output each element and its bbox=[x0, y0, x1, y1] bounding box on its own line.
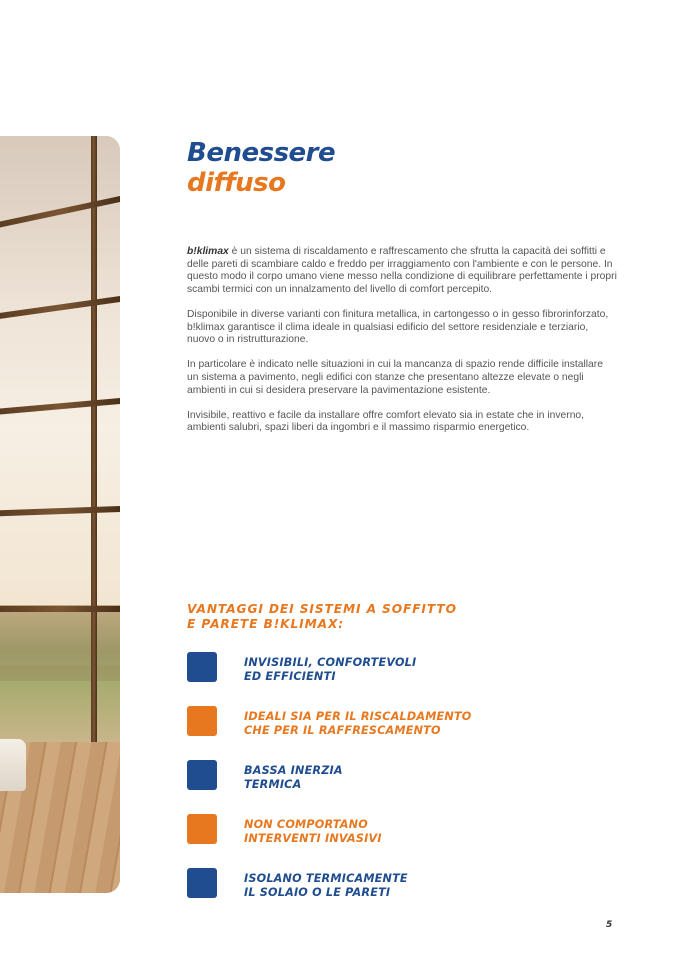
window-mullion bbox=[91, 136, 97, 742]
advantage-text bbox=[244, 818, 382, 846]
advantages-heading-line-1: VANTAGGI DEI SISTEMI A SOFFITTO bbox=[187, 602, 457, 616]
advantage-line-2: ED EFFICIENTI bbox=[244, 670, 336, 683]
square-bullet-icon bbox=[187, 760, 217, 790]
photo-lawn bbox=[0, 681, 120, 742]
interior-photo bbox=[0, 136, 120, 893]
square-bullet-icon bbox=[187, 814, 217, 844]
advantage-line-2: CHE PER IL RAFFRESCAMENTO bbox=[244, 724, 441, 737]
advantage-line-1: IDEALI SIA PER IL RISCALDAMENTO bbox=[244, 710, 472, 723]
advantage-line-1: BASSA INERZIA bbox=[244, 764, 343, 777]
paragraph-1 bbox=[187, 246, 617, 296]
paragraph-4: Invisibile, reattivo e facile da installare offre comfort elevato sia in estate che in inverno, ambienti salubri, spazi liberi da ingombri e il massimo risparmio energetico. bbox=[187, 409, 585, 434]
advantage-item bbox=[187, 867, 607, 921]
paragraph-3: In particolare è indicato nelle situazioni in cui la mancanza di spazio rende difficile installare un sistema a pavimento, negli edifici con stanze che presentano altezze elevate o negli ambienti in cui si desidera preservare la pavimentazione esistente. bbox=[187, 359, 603, 396]
title-line-1: Benessere bbox=[187, 138, 336, 168]
advantage-line-1: NON COMPORTANO bbox=[244, 818, 368, 831]
page-title bbox=[187, 138, 335, 198]
paragraph-2: Disponibile in diverse varianti con finitura metallica, in cartongesso o in gesso fibrorinforzato, b!klimax garantisce il clima ideale in qualsiasi edificio del settore residenziale e terziario, nuovo o in ristrutturazione. bbox=[187, 308, 609, 346]
paragraph-1-text: è un sistema di riscaldamento e raffrescamento che sfrutta la capacità dei soffitti e delle pareti di scambiare caldo e freddo per irraggiamento con l'ambiente e con le persone. In questo modo il corpo umano viene messo nella condizione di equilibrare perfettamente i propri scambi termici con un innalzamento del livello di comfort percepito. bbox=[187, 246, 617, 295]
advantages-list bbox=[187, 651, 607, 921]
advantage-line-2: INTERVENTI INVASIVI bbox=[244, 832, 382, 845]
window-transom bbox=[0, 606, 120, 612]
square-bullet-icon bbox=[187, 652, 217, 682]
square-bullet-icon bbox=[187, 868, 217, 898]
advantage-text bbox=[244, 656, 416, 684]
advantage-line-2: TERMICA bbox=[244, 778, 302, 791]
advantages-heading bbox=[187, 602, 457, 632]
title-line-2: diffuso bbox=[187, 168, 286, 198]
advantage-line-2: IL SOLAIO O LE PARETI bbox=[244, 886, 391, 899]
advantage-text bbox=[244, 710, 472, 738]
advantage-item bbox=[187, 759, 607, 813]
advantage-item bbox=[187, 651, 607, 705]
advantage-line-1: ISOLANO TERMICAMENTE bbox=[244, 872, 408, 885]
advantage-line-1: INVISIBILI, CONFORTEVOLI bbox=[244, 656, 417, 669]
sofa bbox=[0, 739, 26, 791]
brand-name: b!klimax bbox=[187, 246, 229, 257]
advantages-heading-line-2: E PARETE B!KLIMAX: bbox=[187, 617, 345, 631]
advantage-item bbox=[187, 813, 607, 867]
advantage-text bbox=[244, 872, 408, 900]
advantage-text bbox=[244, 764, 343, 792]
page-number: 5 bbox=[606, 920, 613, 930]
square-bullet-icon bbox=[187, 706, 217, 736]
advantage-item bbox=[187, 705, 607, 759]
body-text bbox=[187, 246, 617, 448]
